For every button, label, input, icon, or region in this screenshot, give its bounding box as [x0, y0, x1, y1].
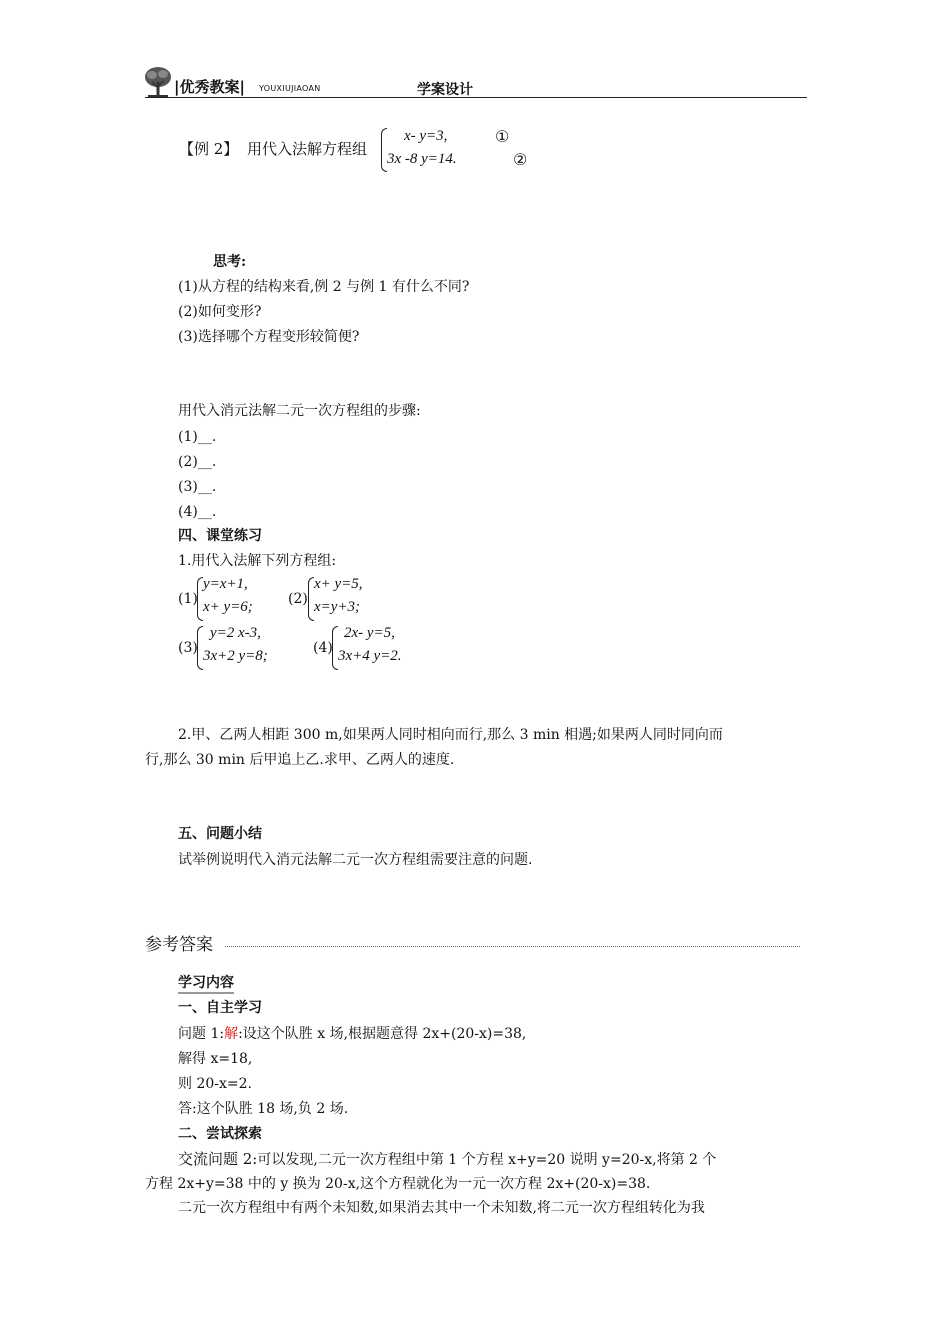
system-eq: 3x+2 y=8; — [203, 648, 268, 664]
eq1-mark: ① — [495, 129, 510, 146]
answers-q1-prefix: 问题 1: — [178, 1026, 225, 1042]
answers-q2-prefix: 交流问题 2: — [178, 1150, 258, 1168]
step-item: (2)__. — [178, 454, 217, 470]
answers-q1 — [178, 1024, 526, 1044]
answers-section-title — [178, 973, 234, 993]
example-eq2: 3x -8 y=14. — [387, 151, 457, 167]
step-item: (4)__. — [178, 504, 217, 520]
system-eq: x+ y=6; — [203, 599, 253, 615]
example-eq1: x- y=3, — [404, 128, 448, 144]
think-item: (3)选择哪个方程变形较简便? — [178, 329, 360, 345]
answers-section-label: 学习内容 — [178, 975, 234, 994]
think-item: (1)从方程的结构来看,例 2 与例 1 有什么不同? — [178, 279, 470, 295]
steps-title: 用代入消元法解二元一次方程组的步骤: — [178, 403, 421, 419]
practice-q2-line2: 行,那么 30 min 后甲追上乙.求甲、乙两人的速度. — [145, 752, 455, 768]
think-title: 思考: — [213, 254, 247, 270]
practice-heading: 四、课堂练习 — [178, 528, 262, 544]
system-label: (4) — [313, 640, 333, 656]
answers-part1: 一、自主学习 — [178, 1000, 262, 1016]
answers-q2-line3: 二元一次方程组中有两个未知数,如果消去其中一个未知数,将二元一次方程组转化为我 — [178, 1200, 705, 1216]
system-eq: x=y+3; — [314, 599, 361, 615]
answers-part2: 二、尝试探索 — [178, 1126, 262, 1142]
system-eq: x+ y=5, — [314, 576, 363, 592]
answers-title-dots — [225, 946, 800, 947]
answers-q2 — [178, 1149, 716, 1170]
eq2-mark: ② — [513, 152, 528, 169]
answers-title: 参考答案 — [145, 935, 213, 955]
system-eq: 3x+4 y=2. — [338, 648, 402, 664]
system-label: (2) — [288, 591, 308, 607]
answers-q1-solve: 解 — [224, 1026, 239, 1042]
think-item: (2)如何变形? — [178, 304, 262, 320]
practice-q2-line1: 2.甲、乙两人相距 300 m,如果两人同时相向而行,那么 3 min 相遇;如果两人同时同向而 — [178, 727, 723, 743]
answers-line: 则 20-x=2. — [178, 1076, 252, 1092]
brand-name: 优秀教案 — [179, 78, 240, 96]
tree-logo-icon — [143, 66, 173, 98]
system-label: (1) — [178, 591, 198, 607]
system-eq: 2x- y=5, — [344, 625, 395, 641]
practice-q1: 1.用代入法解下列方程组: — [178, 553, 337, 569]
answers-q2-line2: 方程 2x+y=38 中的 y 换为 20-x,这个方程就化为一元一次方程 2x+(20-x)=38. — [145, 1176, 651, 1192]
example-label: 【例 2】 — [179, 140, 239, 158]
system-eq: y=x+1, — [203, 576, 248, 592]
answers-q2-line1: 可以发现,二元一次方程组中第 1 个方程 x+y=20 说明 y=20-x,将第 2 个 — [257, 1152, 717, 1168]
step-item: (3)__. — [178, 479, 217, 495]
brand-subtitle: YOUXIUJIAOAN — [259, 84, 321, 93]
page-title: 学案设计 — [417, 82, 473, 98]
answers-line: 解得 x=18, — [178, 1051, 253, 1067]
step-item: (1)__. — [178, 429, 217, 445]
system-eq: y=2 x-3, — [210, 625, 261, 641]
summary-heading: 五、问题小结 — [178, 826, 262, 842]
system-label: (3) — [178, 640, 198, 656]
summary-text: 试举例说明代入消元法解二元一次方程组需要注意的问题. — [178, 852, 533, 868]
answers-line: 答:这个队胜 18 场,负 2 场. — [178, 1101, 349, 1117]
example-text: 用代入法解方程组 — [247, 140, 368, 158]
header-divider — [145, 97, 807, 98]
answers-q1-rest: :设这个队胜 x 场,根据题意得 2x+(20-x)=38, — [238, 1026, 527, 1042]
